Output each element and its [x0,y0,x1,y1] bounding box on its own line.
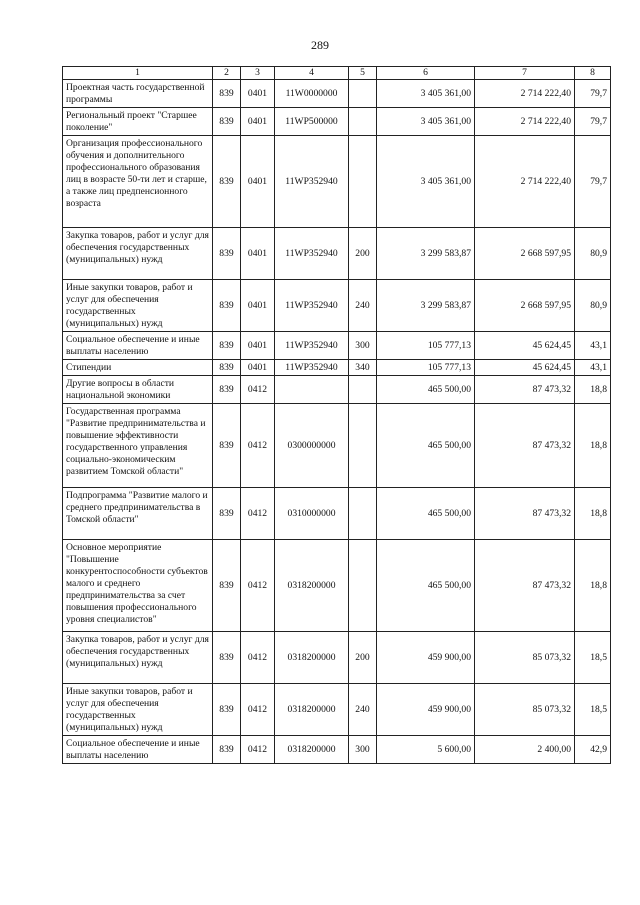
page-number: 289 [311,38,329,52]
table-row [63,736,611,764]
cell-plan: 3 405 361,00 [377,136,475,228]
cell-section: 0401 [241,360,275,376]
table-row [63,80,611,108]
cell-type [349,136,377,228]
cell-section: 0401 [241,228,275,280]
cell-plan: 465 500,00 [377,488,475,540]
cell-plan: 465 500,00 [377,540,475,632]
cell-percent: 42,9 [575,736,611,764]
cell-type [349,80,377,108]
cell-type: 200 [349,228,377,280]
cell-type [349,376,377,404]
cell-percent: 80,9 [575,228,611,280]
table-row [63,136,611,228]
table-row [63,376,611,404]
cell-target [275,376,349,404]
cell-target: 0318200000 [275,632,349,684]
cell-section: 0412 [241,632,275,684]
cell-actual: 85 073,32 [475,632,575,684]
cell-admin: 839 [213,136,241,228]
cell-target: 0318200000 [275,540,349,632]
cell-actual: 2 400,00 [475,736,575,764]
cell-percent: 18,8 [575,488,611,540]
cell-section: 0412 [241,488,275,540]
cell-target: 0318200000 [275,736,349,764]
table-row [63,404,611,488]
cell-section: 0412 [241,540,275,632]
cell-plan: 3 299 583,87 [377,228,475,280]
cell-target: 11WP500000 [275,108,349,136]
table-row [63,684,611,736]
cell-target: 11WP352940 [275,136,349,228]
cell-name: Подпрограмма "Развитие малого и среднего предпринимательства в Томской области" [63,488,213,540]
cell-plan: 3 405 361,00 [377,80,475,108]
cell-section: 0401 [241,108,275,136]
cell-type [349,404,377,488]
table-row [63,332,611,360]
cell-target: 11WP352940 [275,228,349,280]
cell-actual: 2 714 222,40 [475,108,575,136]
cell-target: 0318200000 [275,684,349,736]
cell-target: 11W0000000 [275,80,349,108]
cell-admin: 839 [213,108,241,136]
cell-name: Социальное обеспечение и иные выплаты населению [63,736,213,764]
header-row [63,67,611,80]
header-cell: 5 [349,67,377,80]
cell-type: 300 [349,332,377,360]
cell-name: Государственная программа "Развитие предпринимательства и повышение эффективности государственного управления социально-экономическим развитием Томской области" [63,404,213,488]
cell-actual: 87 473,32 [475,376,575,404]
cell-admin: 839 [213,684,241,736]
cell-plan: 3 405 361,00 [377,108,475,136]
table-row [63,108,611,136]
cell-admin: 839 [213,404,241,488]
cell-admin: 839 [213,540,241,632]
cell-admin: 839 [213,488,241,540]
cell-name: Иные закупки товаров, работ и услуг для обеспечения государственных (муниципальных) нужд [63,280,213,332]
cell-section: 0412 [241,376,275,404]
cell-plan: 5 600,00 [377,736,475,764]
cell-type: 340 [349,360,377,376]
cell-percent: 43,1 [575,332,611,360]
cell-admin: 839 [213,280,241,332]
header-cell: 2 [213,67,241,80]
cell-plan: 465 500,00 [377,376,475,404]
cell-name: Региональный проект "Старшее поколение" [63,108,213,136]
cell-plan: 459 900,00 [377,684,475,736]
cell-percent: 79,7 [575,108,611,136]
table-row [63,632,611,684]
cell-actual: 2 714 222,40 [475,80,575,108]
cell-percent: 79,7 [575,80,611,108]
cell-admin: 839 [213,228,241,280]
header-cell: 4 [275,67,349,80]
cell-name: Социальное обеспечение и иные выплаты населению [63,332,213,360]
cell-target: 11WP352940 [275,280,349,332]
cell-percent: 18,5 [575,632,611,684]
cell-name: Организация профессионального обучения и дополнительного профессионального образования лиц в возрасте 50-ти лет и старше, а также лиц предпенсионного возраста [63,136,213,228]
cell-percent: 18,5 [575,684,611,736]
cell-plan: 105 777,13 [377,332,475,360]
cell-type: 240 [349,280,377,332]
cell-actual: 87 473,32 [475,404,575,488]
cell-type [349,488,377,540]
cell-target: 0300000000 [275,404,349,488]
header-cell: 8 [575,67,611,80]
header-cell: 6 [377,67,475,80]
cell-plan: 105 777,13 [377,360,475,376]
table-row [63,488,611,540]
cell-section: 0401 [241,332,275,360]
cell-admin: 839 [213,360,241,376]
cell-percent: 79,7 [575,136,611,228]
cell-admin: 839 [213,632,241,684]
cell-section: 0412 [241,684,275,736]
cell-name: Другие вопросы в области национальной экономики [63,376,213,404]
cell-type [349,108,377,136]
cell-actual: 45 624,45 [475,332,575,360]
cell-admin: 839 [213,332,241,360]
cell-target: 11WP352940 [275,360,349,376]
cell-target: 11WP352940 [275,332,349,360]
cell-name: Закупка товаров, работ и услуг для обеспечения государственных (муниципальных) нужд [63,632,213,684]
header-cell: 1 [63,67,213,80]
cell-actual: 2 668 597,95 [475,280,575,332]
cell-type [349,540,377,632]
cell-percent: 43,1 [575,360,611,376]
cell-actual: 2 668 597,95 [475,228,575,280]
cell-type: 240 [349,684,377,736]
cell-name: Основное мероприятие "Повышение конкурентоспособности субъектов малого и среднего предпринимательства за счет повышения профессионального уровня специалистов" [63,540,213,632]
cell-name: Стипендии [63,360,213,376]
cell-admin: 839 [213,376,241,404]
cell-plan: 459 900,00 [377,632,475,684]
cell-percent: 18,8 [575,376,611,404]
cell-admin: 839 [213,80,241,108]
cell-percent: 18,8 [575,540,611,632]
cell-type: 200 [349,632,377,684]
cell-actual: 45 624,45 [475,360,575,376]
cell-section: 0401 [241,280,275,332]
cell-type: 300 [349,736,377,764]
table-row [63,360,611,376]
cell-admin: 839 [213,736,241,764]
cell-actual: 87 473,32 [475,540,575,632]
cell-name: Иные закупки товаров, работ и услуг для обеспечения государственных (муниципальных) нужд [63,684,213,736]
cell-section: 0412 [241,736,275,764]
table-row [63,280,611,332]
header-cell: 3 [241,67,275,80]
header-cell: 7 [475,67,575,80]
cell-plan: 3 299 583,87 [377,280,475,332]
table-row [63,540,611,632]
cell-percent: 80,9 [575,280,611,332]
cell-name: Закупка товаров, работ и услуг для обеспечения государственных (муниципальных) нужд [63,228,213,280]
cell-percent: 18,8 [575,404,611,488]
cell-plan: 465 500,00 [377,404,475,488]
budget-table [62,66,611,764]
cell-section: 0401 [241,136,275,228]
cell-section: 0412 [241,404,275,488]
cell-name: Проектная часть государственной программы [63,80,213,108]
cell-target: 0310000000 [275,488,349,540]
cell-actual: 87 473,32 [475,488,575,540]
cell-actual: 2 714 222,40 [475,136,575,228]
cell-actual: 85 073,32 [475,684,575,736]
cell-section: 0401 [241,80,275,108]
table-row [63,228,611,280]
